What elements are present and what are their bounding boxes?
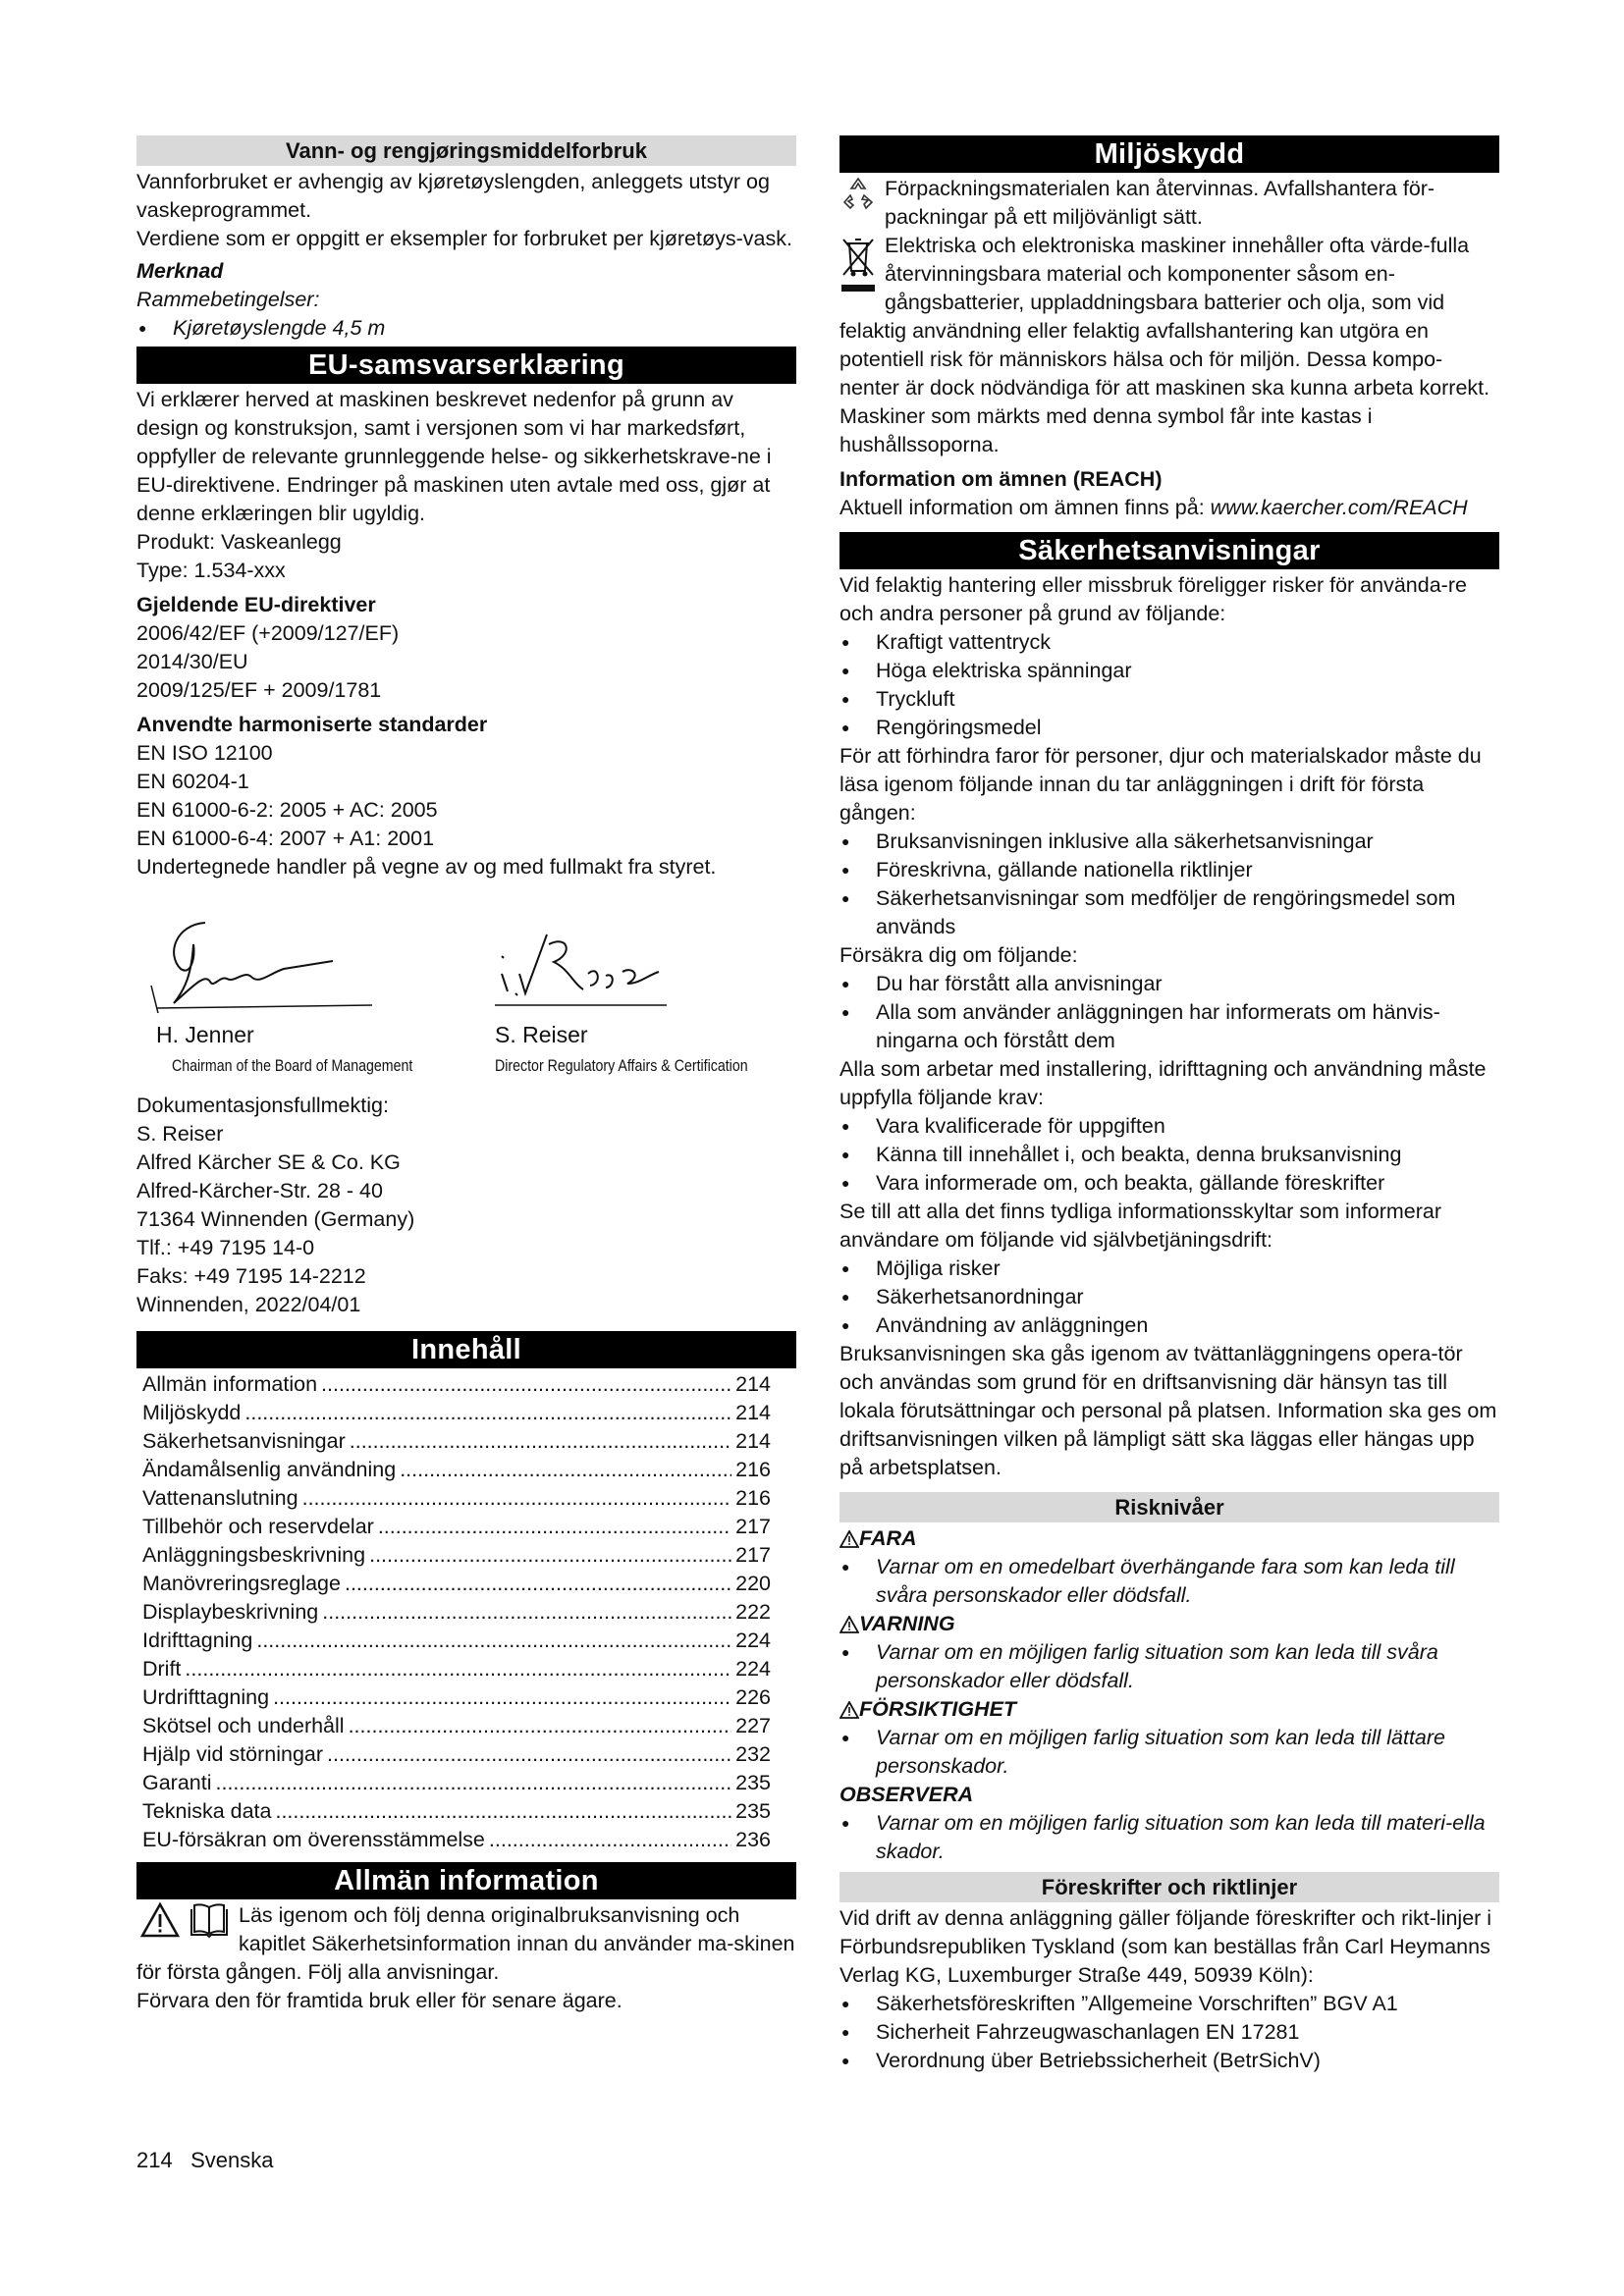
- list-item: ● Säkerhetsanvisningar som medföljer de rengöringsmedel som används: [839, 884, 1499, 941]
- environment-heading: Miljöskydd: [839, 135, 1499, 173]
- risk-levels-heading: Risknivåer: [839, 1492, 1499, 1522]
- reach-link[interactable]: www.kaercher.com/REACH: [1210, 496, 1468, 519]
- warning-list: [839, 1638, 1499, 1695]
- toc-label: Allmän information: [142, 1372, 318, 1396]
- manual-book-icon: [188, 1901, 231, 1947]
- warning-triangle-icon: [839, 1616, 859, 1633]
- toc-page: 217: [735, 1543, 771, 1567]
- signer-1-name: H. Jenner: [156, 1022, 254, 1047]
- danger-list: [839, 1553, 1499, 1610]
- list-item: ● Bruksanvisningen inklusive alla säkerhetsanvisningar: [839, 828, 1499, 856]
- crossed-bin-icon: [839, 234, 877, 304]
- warning-label-text: VARNING: [859, 1612, 955, 1635]
- standard-line: EN 61000-6-4: 2007 + A1: 2001: [136, 827, 435, 850]
- product-line: Produkt: Vaskeanlegg: [136, 530, 342, 554]
- eu-declaration-heading: EU-samsvarserklæring: [136, 347, 796, 384]
- note-conditions: Rammebetingelser:: [136, 288, 320, 311]
- toc-label: Tekniska data: [142, 1799, 272, 1823]
- notice-list: [839, 1809, 1499, 1866]
- list-item: ● Verordnung über Betriebssicherheit (BetrSichV): [839, 2047, 1499, 2075]
- toc-leader: [302, 1484, 732, 1513]
- toc-label: Miljöskydd: [142, 1401, 242, 1424]
- general-info-block: [136, 1901, 796, 1987]
- toc-leader: [349, 1712, 732, 1740]
- safety-paragraph-1: Vid felaktig hantering eller missbruk föreligger risker för använda-re och andra personer på grund av följande:: [839, 573, 1467, 625]
- toc-entry[interactable]: [136, 1797, 796, 1826]
- toc-label: Idrifttagning: [142, 1629, 253, 1652]
- standards-heading: Anvendte harmoniserte standarder: [136, 713, 488, 736]
- list-item: ● Du har förstått alla anvisningar: [839, 970, 1499, 998]
- right-column: [839, 135, 1499, 2075]
- toc-leader: [345, 1570, 731, 1598]
- toc-leader: [321, 1370, 731, 1399]
- toc-label: Anläggningsbeskrivning: [142, 1543, 366, 1567]
- rep-line: Alfred Kärcher SE & Co. KG: [136, 1150, 401, 1174]
- eu-paragraph: Vi erklærer herved at maskinen beskrevet nedenfor på grunn av design og konstruksjon, samt i versjonen som vi har markedsført, oppfyller de relevante grunnleggende helse- og sikkerhetskrave-ne i EU-direktivene. Endringer på maskinen uten avtale med oss, gjør at denne erklæringen blir ugyldig.: [136, 388, 772, 525]
- list-item: ● Varnar om en möjligen farlig situation som kan leda till lättare personskador.: [839, 1724, 1499, 1781]
- safety-list-3: [839, 970, 1499, 1055]
- safety-paragraph-4: Alla som arbetar med installering, idrifttagning och användning måste uppfylla följande krav:: [839, 1057, 1487, 1109]
- rep-line: S. Reiser: [136, 1122, 224, 1146]
- toc-leader: [369, 1541, 731, 1570]
- water-paragraph-2: Verdiene som er oppgitt er eksempler for forbruket per kjøretøys-vask.: [136, 227, 792, 250]
- toc-leader: [489, 1826, 731, 1854]
- rep-line: Tlf.: +49 7195 14-0: [136, 1236, 315, 1259]
- toc-page: 224: [735, 1629, 771, 1652]
- toc-entry[interactable]: [136, 1712, 796, 1740]
- toc-entry[interactable]: [136, 1456, 796, 1484]
- toc-entry[interactable]: [136, 1484, 796, 1513]
- regulations-heading: Föreskrifter och riktlinjer: [839, 1872, 1499, 1902]
- warning-triangle-icon: [140, 1901, 180, 1947]
- safety-paragraph-2: För att förhindra faror för personer, djur och materialskador måste du läsa igenom följande innan du tar anläggningen i drift för första gången:: [839, 744, 1482, 825]
- toc-entry[interactable]: [136, 1598, 796, 1627]
- toc-entry[interactable]: [136, 1541, 796, 1570]
- toc-entry[interactable]: [136, 1570, 796, 1598]
- toc-entry[interactable]: [136, 1370, 796, 1399]
- toc-page: 214: [735, 1372, 771, 1396]
- general-info-heading: Allmän information: [136, 1862, 796, 1899]
- safety-heading: Säkerhetsanvisningar: [839, 532, 1499, 569]
- rep-line: Alfred-Kärcher-Str. 28 - 40: [136, 1179, 383, 1202]
- toc-label: Skötsel och underhåll: [142, 1714, 345, 1737]
- toc-page: 236: [735, 1828, 771, 1851]
- notice-label: OBSERVERA: [839, 1783, 974, 1806]
- note-list: [136, 314, 796, 343]
- signer-2-title: Director Regulatory Affairs & Certification: [495, 1057, 748, 1075]
- toc-label: Vattenanslutning: [142, 1486, 298, 1510]
- toc-label: Urdrifttagning: [142, 1685, 270, 1709]
- toc-entry[interactable]: [136, 1769, 796, 1797]
- type-line: Type: 1.534-xxx: [136, 559, 286, 582]
- toc-page: 217: [735, 1515, 771, 1538]
- toc-label: Drift: [142, 1657, 182, 1681]
- toc-page: 216: [735, 1458, 771, 1481]
- toc-entry[interactable]: [136, 1655, 796, 1683]
- danger-label-text: FARA: [859, 1526, 917, 1550]
- note-label: Merknad: [136, 259, 224, 283]
- toc-leader: [275, 1797, 731, 1826]
- toc-entry[interactable]: [136, 1627, 796, 1655]
- list-item: ● Rengöringsmedel: [839, 714, 1499, 742]
- caution-list: [839, 1724, 1499, 1781]
- rep-line: Dokumentasjonsfullmektig:: [136, 1094, 389, 1117]
- list-item: ● Alla som använder anläggningen har informerats om hänvis-ningarna och förstått dem: [839, 998, 1499, 1055]
- safety-paragraph-3: Försäkra dig om följande:: [839, 943, 1078, 967]
- toc-page: 235: [735, 1771, 771, 1794]
- environment-paragraph-1: Förpackningsmaterialen kan återvinnas. Avfallshantera för-packningar på ett miljövänligt sätt.: [885, 177, 1435, 229]
- toc-label: Ändamålsenlig användning: [142, 1458, 397, 1481]
- warning-label: [839, 1610, 1499, 1638]
- toc-label: Garanti: [142, 1771, 212, 1794]
- toc-label: Säkerhetsanvisningar: [142, 1429, 346, 1453]
- list-item: ● Varnar om en möjligen farlig situation som kan leda till materi-ella skador.: [839, 1809, 1499, 1866]
- toc-page: 224: [735, 1657, 771, 1681]
- list-item: ● Kraftigt vattentryck: [839, 628, 1499, 657]
- rep-line: Winnenden, 2022/04/01: [136, 1293, 361, 1316]
- left-column: [136, 135, 796, 2015]
- toc-label: Hjälp vid störningar: [142, 1742, 324, 1766]
- toc-leader: [322, 1598, 731, 1627]
- caution-label-text: FÖRSIKTIGHET: [859, 1697, 1017, 1721]
- list-item: ● Sicherheit Fahrzeugwaschanlagen EN 17281: [839, 2018, 1499, 2047]
- directive-line: 2006/42/EF (+2009/127/EF): [136, 621, 400, 645]
- signed-statement: Undertegnede handler på vegne av og med fullmakt fra styret.: [136, 855, 717, 879]
- toc-entry[interactable]: [136, 1683, 796, 1712]
- toc-page: 214: [735, 1429, 771, 1453]
- representative-block: [136, 1092, 796, 1319]
- safety-list-1: [839, 628, 1499, 742]
- toc-leader: [378, 1513, 731, 1541]
- toc-page: 235: [735, 1799, 771, 1823]
- list-item: ● Vara kvalificerade för uppgiften: [839, 1112, 1499, 1141]
- warning-triangle-icon: [839, 1530, 859, 1548]
- toc-entry[interactable]: [136, 1427, 796, 1456]
- toc-entry[interactable]: [136, 1399, 796, 1427]
- toc-label: EU-försäkran om överensstämmelse: [142, 1828, 485, 1851]
- danger-label: [839, 1524, 1499, 1553]
- reach-text: Aktuell information om ämnen finns på:: [839, 496, 1211, 519]
- regulations-list: [839, 1990, 1499, 2075]
- list-item: ● Föreskrivna, gällande nationella riktlinjer: [839, 856, 1499, 884]
- standard-line: EN ISO 12100: [136, 741, 273, 765]
- toc-label: Tillbehör och reservdelar: [142, 1515, 374, 1538]
- list-item: ● Säkerhetsanordningar: [839, 1283, 1499, 1311]
- toc-label: Displaybeskrivning: [142, 1600, 319, 1624]
- general-info-paragraph-1: Läs igenom och följ denna originalbruksanvisning och kapitlet Säkerhetsinformation innan du använder ma-skinen för första gången. Följ alla anvisningar.: [136, 1903, 795, 1984]
- toc-leader: [273, 1683, 731, 1712]
- signer-1-title: Chairman of the Board of Management: [172, 1057, 413, 1075]
- recycling-block: [839, 175, 1499, 232]
- toc-label: Manövreringsreglage: [142, 1572, 341, 1595]
- safety-list-4: [839, 1112, 1499, 1198]
- caution-label: [839, 1695, 1499, 1724]
- toc-entry[interactable]: [136, 1740, 796, 1769]
- signature-block: [136, 915, 796, 1082]
- toc-page: 232: [735, 1742, 771, 1766]
- list-item: ● Möjliga risker: [839, 1255, 1499, 1283]
- toc-leader: [216, 1769, 732, 1797]
- list-item: ● Vara informerade om, och beakta, gällande föreskrifter: [839, 1169, 1499, 1198]
- list-item: ● Känna till innehållet i, och beakta, denna bruksanvisning: [839, 1141, 1499, 1169]
- toc-leader: [256, 1627, 731, 1655]
- safety-list-2: [839, 828, 1499, 941]
- page-footer: [136, 2148, 273, 2173]
- standard-line: EN 61000-6-2: 2005 + AC: 2005: [136, 798, 438, 822]
- recycling-icon: [839, 175, 877, 220]
- rep-line: Faks: +49 7195 14-2212: [136, 1264, 366, 1288]
- toc-page: 227: [735, 1714, 771, 1737]
- water-paragraph-1: Vannforbruket er avhengig av kjøretøyslengden, anleggets utstyr og vaskeprogrammet.: [136, 170, 770, 222]
- toc-page: 216: [735, 1486, 771, 1510]
- toc-page: 220: [735, 1572, 771, 1595]
- reach-paragraph: [839, 494, 1499, 522]
- rep-line: 71364 Winnenden (Germany): [136, 1207, 415, 1231]
- toc-page: 214: [735, 1401, 771, 1424]
- water-heading: Vann- og rengjøringsmiddelforbruk: [136, 135, 796, 166]
- toc-entry[interactable]: [136, 1826, 796, 1854]
- toc-entry[interactable]: [136, 1513, 796, 1541]
- signer-2-name: S. Reiser: [495, 1022, 588, 1047]
- toc-leader: [185, 1655, 731, 1683]
- directive-line: 2009/125/EF + 2009/1781: [136, 678, 382, 702]
- weee-block: [839, 232, 1499, 459]
- safety-paragraph-6: Bruksanvisningen ska gås igenom av tvättanläggningens opera-tör och användas som grund för en driftsanvisning där hänsyn tas till lokala förutsättningar och personal på platsen. Information ska ges om driftsanvisningen vilken på lämpligt sätt ska läggas eller hängas upp på arbetsplatsen.: [839, 1342, 1497, 1479]
- general-info-paragraph-2: Förvara den för framtida bruk eller för senare ägare.: [136, 1989, 623, 2012]
- list-item: ● Kjøretøyslengde 4,5 m: [136, 314, 796, 343]
- table-of-contents: [136, 1370, 796, 1854]
- safety-paragraph-5: Se till att alla det finns tydliga informationsskyltar som informerar användare om följande vid självbetjäningsdrift:: [839, 1200, 1441, 1252]
- toc-leader: [327, 1740, 731, 1769]
- directive-line: 2014/30/EU: [136, 650, 248, 673]
- list-item: ● Höga elektriska spänningar: [839, 657, 1499, 685]
- directives-heading: Gjeldende EU-direktiver: [136, 593, 376, 616]
- list-item: ● Varnar om en möjligen farlig situation som kan leda till svåra personskador eller dödsfall.: [839, 1638, 1499, 1695]
- toc-heading: Innehåll: [136, 1331, 796, 1368]
- toc-leader: [350, 1427, 731, 1456]
- list-item: ● Varnar om en omedelbart överhängande fara som kan leda till svåra personskador eller dödsfall.: [839, 1553, 1499, 1610]
- regulations-paragraph: Vid drift av denna anläggning gäller följande föreskrifter och rikt-linjer i Förbundsrepubliken Tyskland (som kan beställas från Carl Heymanns Verlag KG, Luxemburger Straße 449, 50939 Köln):: [839, 1906, 1492, 1987]
- footer-language: Svenska: [190, 2148, 274, 2172]
- toc-page: 222: [735, 1600, 771, 1624]
- warning-triangle-icon: [839, 1701, 859, 1719]
- toc-leader: [244, 1399, 731, 1427]
- list-item: ● Användning av anläggningen: [839, 1311, 1499, 1340]
- toc-leader: [400, 1456, 731, 1484]
- page-number: 214: [136, 2148, 173, 2172]
- list-item: ● Tryckluft: [839, 685, 1499, 714]
- toc-page: 226: [735, 1685, 771, 1709]
- environment-paragraph-2: Elektriska och elektroniska maskiner innehåller ofta värde-fulla återvinningsbara material och komponenter såsom en-gångsbatterier, uppladdningsbara batterier och olja, som vid felaktig användning eller felaktig avfallshantering kan utgöra en potentiell risk för människors hälsa och för miljön. Dessa kompo-nenter är dock nödvändiga för att maskinen ska kunna arbeta korrekt. Maskiner som märkts med denna symbol får inte kastas i hushållssoporna.: [839, 234, 1490, 456]
- standard-line: EN 60204-1: [136, 770, 249, 793]
- reach-heading: Information om ämnen (REACH): [839, 467, 1163, 491]
- safety-list-5: [839, 1255, 1499, 1340]
- list-item: ● Säkerhetsföreskriften ”Allgemeine Vorschriften” BGV A1: [839, 1990, 1499, 2018]
